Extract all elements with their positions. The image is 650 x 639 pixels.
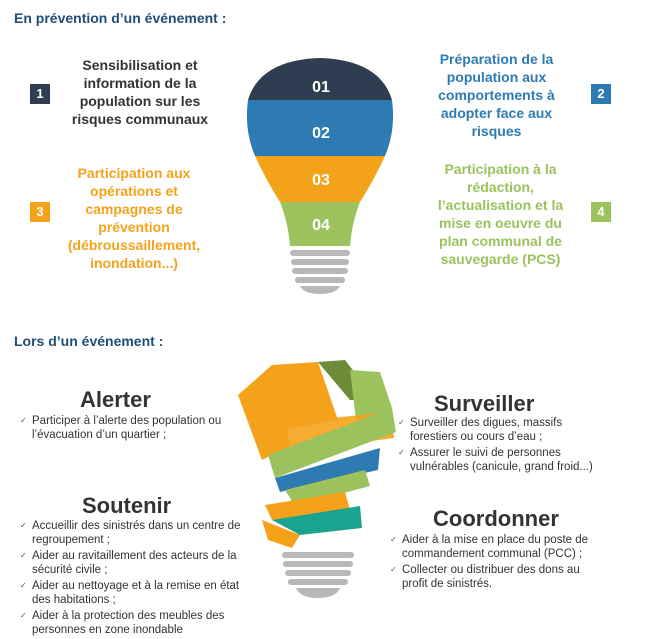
step-number-badge: 4 — [591, 202, 611, 222]
alerter-list — [20, 414, 230, 444]
list-item: ✓ Aider à la mise en place du poste de commandement communal (PCC) ; — [390, 533, 590, 561]
surveiller-title: Surveiller — [434, 391, 535, 416]
step-1-text: Sensibilisation et information de la population sur les risques communaux — [71, 57, 209, 127]
surveiller-list — [398, 416, 598, 476]
step-4-text: Participation à la rédaction, l’actualisation et la mise en oeuvre du plan communal de sauvegarde (PCS) — [437, 161, 564, 267]
list-item: ✓ Accueillir des sinistrés dans un centre de regroupement ; — [20, 519, 260, 547]
coordonner-list — [390, 533, 590, 593]
soutenir-title: Soutenir — [82, 493, 172, 518]
list-item: ✓ Aider au ravitaillement des acteurs de la sécurité civile ; — [20, 549, 260, 577]
list-item: ✓ Participer à l’alerte des population ou l’évacuation d’un quartier ; — [20, 414, 230, 442]
step-2-text: Préparation de la population aux comportements à adopter face aux risques — [438, 51, 555, 139]
bulb-number-04: 04 — [312, 217, 330, 234]
section-title-during-event: Lors d’un événement : — [14, 333, 164, 349]
step-number-badge: 1 — [30, 84, 50, 104]
list-item: ✓ Aider au nettoyage et à la remise en état des habitations ; — [20, 579, 260, 607]
alerter-title: Alerter — [80, 387, 151, 412]
bulb-number-02: 02 — [312, 125, 330, 142]
list-item: ✓ Assurer le suivi de personnes vulnérables (canicule, grand froid...) — [398, 446, 598, 474]
step-number-badge: 2 — [591, 84, 611, 104]
coordonner-title: Coordonner — [433, 506, 559, 531]
step-3-text: Participation aux opérations et campagnes de prévention (débroussaillement, inondation...) — [67, 165, 201, 271]
step-number-badge: 3 — [30, 202, 50, 222]
list-item: ✓ Collecter ou distribuer des dons au profit de sinistrés. — [390, 563, 590, 591]
section-title-prevention: En prévention d’un événement : — [14, 10, 227, 26]
list-item: ✓ Aider à la protection des meubles des personnes en zone inondable — [20, 609, 260, 637]
bulb-number-03: 03 — [312, 172, 330, 189]
list-item: ✓ Surveiller des digues, massifs forestiers ou cours d’eau ; — [398, 416, 598, 444]
bulb-number-01: 01 — [312, 79, 330, 96]
soutenir-list — [20, 519, 260, 639]
